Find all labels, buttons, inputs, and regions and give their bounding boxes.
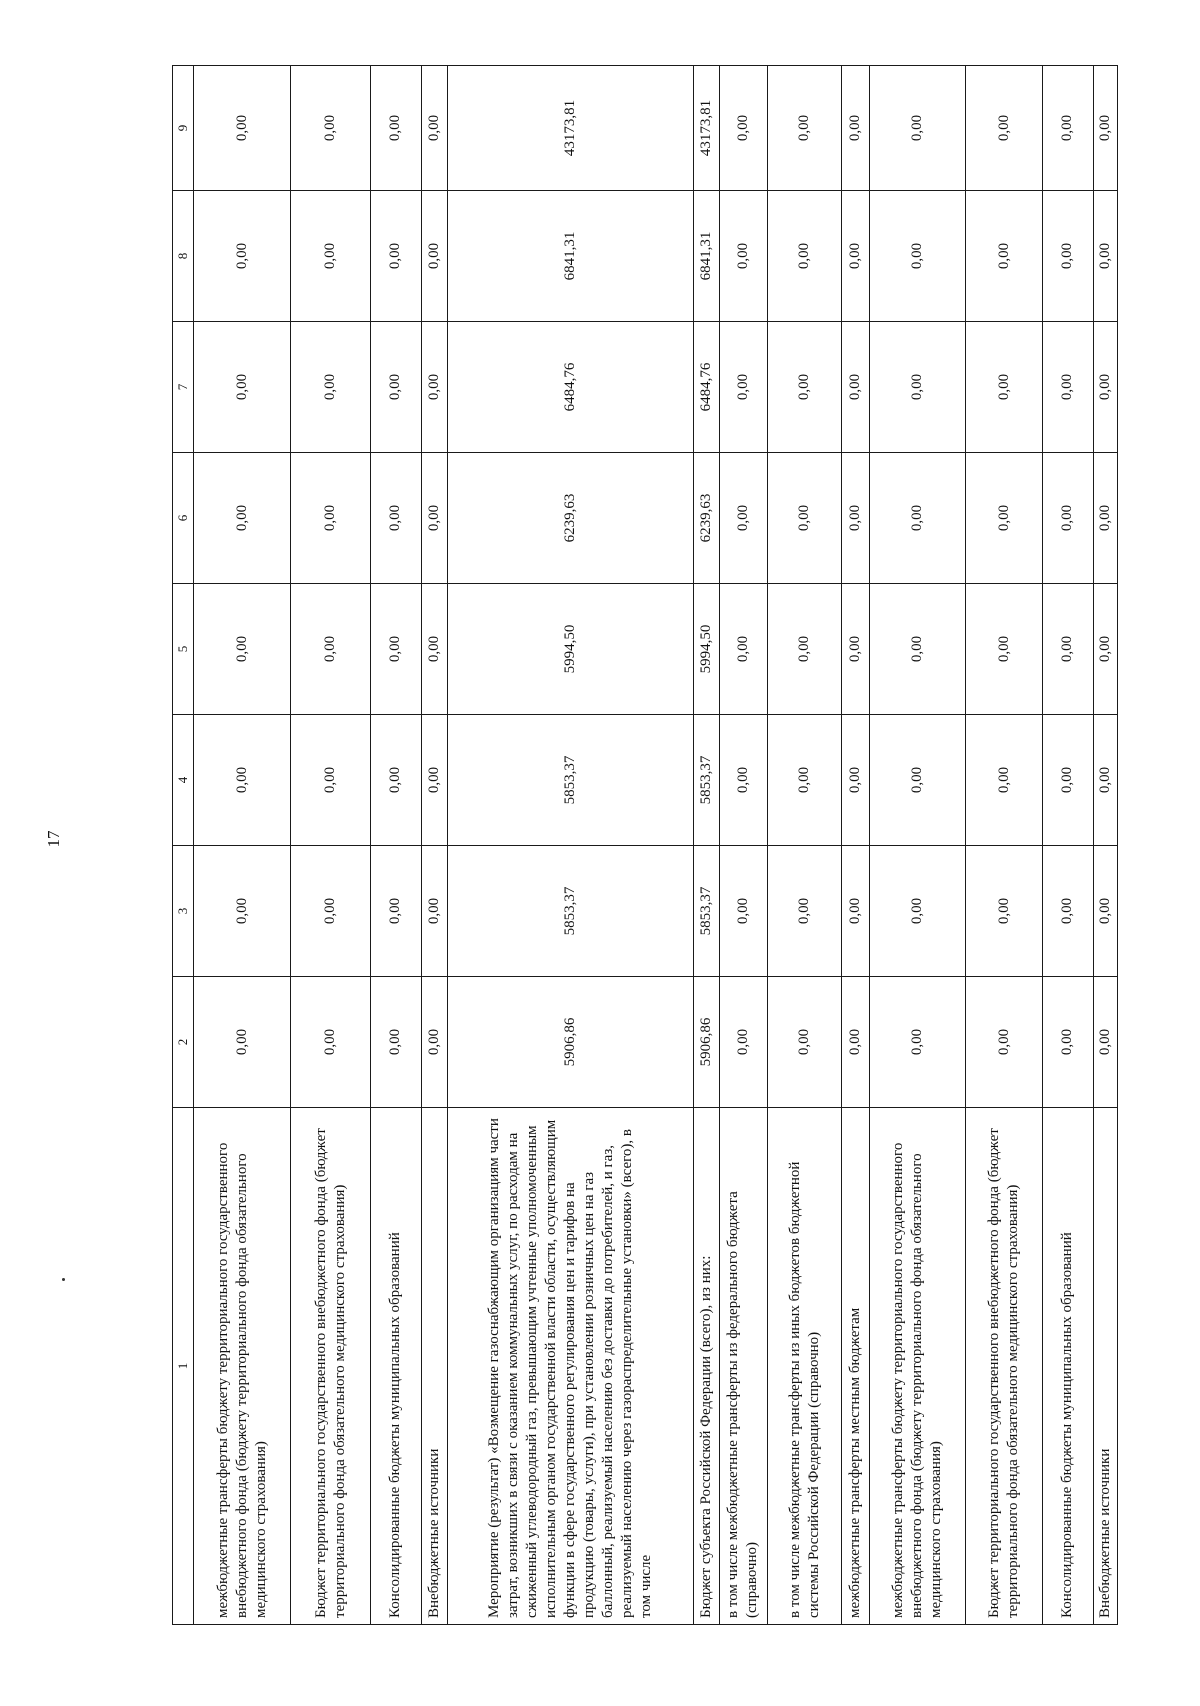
cell-value: 0,00	[1042, 584, 1093, 715]
table-row	[966, 66, 1042, 1625]
cell-value: 0,00	[768, 453, 842, 584]
scan-speck	[62, 1278, 65, 1281]
cell-value: 0,00	[1093, 66, 1117, 191]
table-row	[870, 66, 966, 1625]
table-row	[371, 66, 422, 1625]
table-row	[694, 66, 719, 1625]
table-row	[1042, 66, 1093, 1625]
cell-value: 6484,76	[694, 322, 719, 453]
cell-value: 0,00	[1093, 846, 1117, 977]
cell-value: 6841,31	[694, 191, 719, 322]
row-label: межбюджетные трансферты бюджету территориального государственного внебюджетного фонда (бюджету территориального фонда обязательного медицинского страхования)	[870, 1108, 966, 1625]
column-number-row	[173, 66, 194, 1625]
table-row	[421, 66, 448, 1625]
cell-value: 0,00	[194, 846, 291, 977]
cell-value: 0,00	[842, 846, 870, 977]
table-row	[448, 66, 694, 1625]
table-body	[194, 66, 1118, 1625]
cell-value: 0,00	[870, 846, 966, 977]
cell-value: 6841,31	[448, 191, 694, 322]
cell-value: 0,00	[870, 584, 966, 715]
cell-value: 0,00	[768, 715, 842, 846]
cell-value: 0,00	[371, 322, 422, 453]
cell-value: 0,00	[371, 584, 422, 715]
budget-table	[172, 65, 1118, 1625]
table-row	[194, 66, 291, 1625]
row-label: Внебюджетные источники	[1093, 1108, 1117, 1625]
cell-value: 0,00	[768, 977, 842, 1108]
cell-value: 0,00	[1042, 715, 1093, 846]
column-number-1: 1	[173, 1108, 194, 1625]
cell-value: 0,00	[194, 977, 291, 1108]
cell-value: 0,00	[1093, 584, 1117, 715]
cell-value: 0,00	[870, 322, 966, 453]
row-label: Внебюджетные источники	[421, 1108, 448, 1625]
cell-value: 0,00	[371, 191, 422, 322]
cell-value: 0,00	[291, 453, 371, 584]
row-label: межбюджетные трансферты бюджету территориального государственного внебюджетного фонда (бюджету территориального фонда обязательного медицинского страхования)	[194, 1108, 291, 1625]
cell-value: 0,00	[421, 322, 448, 453]
budget-table-sheet	[172, 66, 1118, 1625]
row-label: Консолидированные бюджеты муниципальных образований	[1042, 1108, 1093, 1625]
cell-value: 0,00	[870, 977, 966, 1108]
column-number-5: 5	[173, 584, 194, 715]
cell-value: 0,00	[966, 846, 1042, 977]
page-number: 17	[44, 830, 63, 848]
cell-value: 0,00	[291, 846, 371, 977]
cell-value: 6484,76	[448, 322, 694, 453]
row-label: Консолидированные бюджеты муниципальных образований	[371, 1108, 422, 1625]
table-row	[768, 66, 842, 1625]
cell-value: 0,00	[421, 66, 448, 191]
column-number-9: 9	[173, 66, 194, 191]
cell-value: 0,00	[194, 715, 291, 846]
cell-value: 6239,63	[694, 453, 719, 584]
cell-value: 0,00	[291, 715, 371, 846]
cell-value: 0,00	[421, 453, 448, 584]
cell-value: 0,00	[291, 584, 371, 715]
cell-value: 0,00	[768, 846, 842, 977]
cell-value: 0,00	[194, 66, 291, 191]
cell-value: 0,00	[371, 66, 422, 191]
cell-value: 0,00	[966, 66, 1042, 191]
row-label: в том числе межбюджетные трансферты из иных бюджетов бюджетной системы Российской Федерации (справочно)	[768, 1108, 842, 1625]
cell-value: 0,00	[719, 977, 768, 1108]
column-number-3: 3	[173, 846, 194, 977]
cell-value: 0,00	[719, 453, 768, 584]
cell-value: 0,00	[842, 584, 870, 715]
cell-value: 0,00	[966, 322, 1042, 453]
cell-value: 6239,63	[448, 453, 694, 584]
cell-value: 0,00	[870, 66, 966, 191]
cell-value: 0,00	[1093, 191, 1117, 322]
cell-value: 5906,86	[448, 977, 694, 1108]
cell-value: 0,00	[966, 715, 1042, 846]
cell-value: 0,00	[842, 191, 870, 322]
cell-value: 0,00	[719, 191, 768, 322]
cell-value: 43173,81	[694, 66, 719, 191]
cell-value: 0,00	[194, 453, 291, 584]
cell-value: 0,00	[966, 453, 1042, 584]
cell-value: 0,00	[291, 977, 371, 1108]
cell-value: 0,00	[291, 322, 371, 453]
cell-value: 0,00	[870, 715, 966, 846]
cell-value: 0,00	[719, 322, 768, 453]
cell-value: 0,00	[768, 191, 842, 322]
column-number-7: 7	[173, 322, 194, 453]
cell-value: 5853,37	[694, 846, 719, 977]
cell-value: 0,00	[870, 453, 966, 584]
cell-value: 5994,50	[694, 584, 719, 715]
table-row	[1093, 66, 1117, 1625]
cell-value: 0,00	[1042, 66, 1093, 191]
cell-value: 5994,50	[448, 584, 694, 715]
column-number-4: 4	[173, 715, 194, 846]
cell-value: 5853,37	[694, 715, 719, 846]
cell-value: 0,00	[1042, 977, 1093, 1108]
row-label: Бюджет территориального государственного внебюджетного фонда (бюджет территориального фонда обязательного медицинского страхования)	[291, 1108, 371, 1625]
cell-value: 0,00	[421, 977, 448, 1108]
cell-value: 0,00	[371, 846, 422, 977]
row-label: Бюджет территориального государственного внебюджетного фонда (бюджет территориального фонда обязательного медицинского страхования)	[966, 1108, 1042, 1625]
cell-value: 0,00	[194, 191, 291, 322]
cell-value: 0,00	[719, 846, 768, 977]
cell-value: 0,00	[768, 322, 842, 453]
cell-value: 0,00	[1093, 977, 1117, 1108]
cell-value: 0,00	[842, 66, 870, 191]
cell-value: 0,00	[966, 977, 1042, 1108]
cell-value: 0,00	[194, 584, 291, 715]
cell-value: 5853,37	[448, 846, 694, 977]
cell-value: 0,00	[291, 191, 371, 322]
column-number-6: 6	[173, 453, 194, 584]
cell-value: 0,00	[842, 977, 870, 1108]
row-label: Бюджет субъекта Российской Федерации (всего), из них:	[694, 1108, 719, 1625]
cell-value: 0,00	[1093, 715, 1117, 846]
cell-value: 0,00	[1093, 322, 1117, 453]
cell-value: 0,00	[1042, 191, 1093, 322]
cell-value: 0,00	[421, 846, 448, 977]
cell-value: 5906,86	[694, 977, 719, 1108]
cell-value: 0,00	[1042, 846, 1093, 977]
cell-value: 5853,37	[448, 715, 694, 846]
row-label: в том числе межбюджетные трансферты из федерального бюджета (справочно)	[719, 1108, 768, 1625]
cell-value: 0,00	[719, 584, 768, 715]
cell-value: 0,00	[719, 66, 768, 191]
cell-value: 0,00	[719, 715, 768, 846]
table-row	[719, 66, 768, 1625]
table-row	[291, 66, 371, 1625]
cell-value: 0,00	[371, 977, 422, 1108]
table-row	[842, 66, 870, 1625]
cell-value: 0,00	[842, 715, 870, 846]
cell-value: 0,00	[768, 584, 842, 715]
cell-value: 0,00	[1093, 453, 1117, 584]
cell-value: 0,00	[421, 715, 448, 846]
cell-value: 0,00	[842, 322, 870, 453]
cell-value: 0,00	[966, 191, 1042, 322]
column-number-8: 8	[173, 191, 194, 322]
cell-value: 0,00	[421, 584, 448, 715]
cell-value: 0,00	[768, 66, 842, 191]
cell-value: 0,00	[1042, 322, 1093, 453]
cell-value: 0,00	[842, 453, 870, 584]
cell-value: 0,00	[870, 191, 966, 322]
cell-value: 0,00	[371, 715, 422, 846]
row-label: Мероприятие (результат) «Возмещение газоснабжающим организациям части затрат, возникших в связи с оказанием коммунальных услуг, по расходам на сжиженный углеводородный газ, превышающим учтенные уполномоченным исполнительным органом государственной власти области, осуществляющим функции в сфере государственного регулирования цен и тарифов на продукцию (товары, услуги), при установлении розничных цен на газ баллонный, реализуемый населению без доставки до потребителей, и газ, реализуемый населению через газораспределительные установки» (всего), в том числе	[448, 1108, 694, 1625]
cell-value: 0,00	[291, 66, 371, 191]
column-number-2: 2	[173, 977, 194, 1108]
cell-value: 0,00	[1042, 453, 1093, 584]
cell-value: 0,00	[371, 453, 422, 584]
cell-value: 0,00	[421, 191, 448, 322]
row-label: межбюджетные трансферты местным бюджетам	[842, 1108, 870, 1625]
cell-value: 0,00	[194, 322, 291, 453]
cell-value: 0,00	[966, 584, 1042, 715]
cell-value: 43173,81	[448, 66, 694, 191]
